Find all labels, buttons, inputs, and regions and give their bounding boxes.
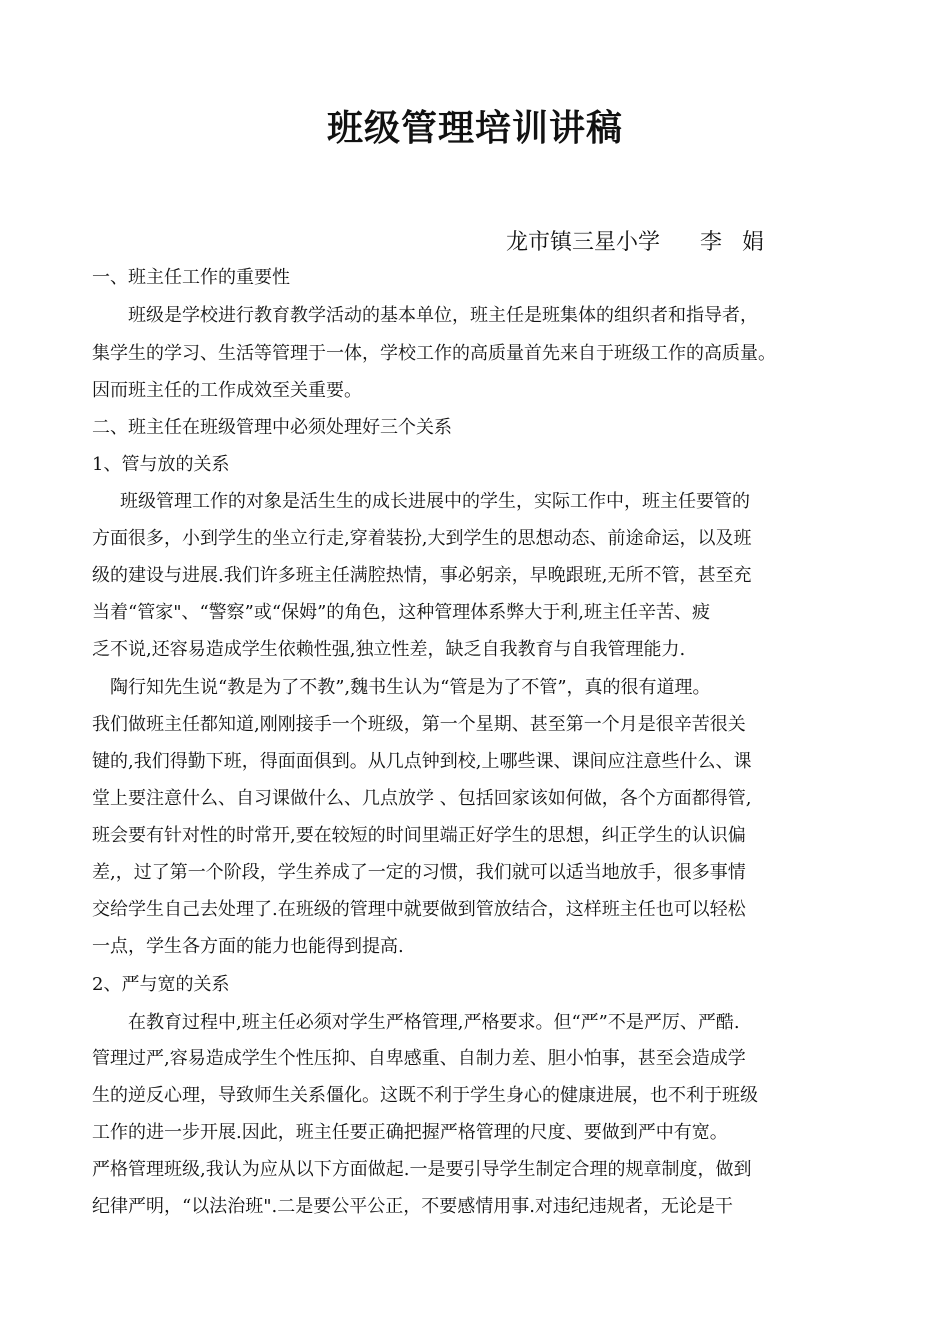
heading-2: 二、班主任在班级管理中必须处理好三个关系 xyxy=(92,417,452,438)
paragraph-line: 差,，过了第一个阶段，学生养成了一定的习惯，我们就可以适当地放手，很多事情 xyxy=(92,862,746,883)
paragraph-line: 键的,我们得勤下班，得面面俱到。从几点钟到校,上哪些课、课间应注意些什么、课 xyxy=(92,751,752,772)
paragraph-line: 级的建设与进展.我们许多班主任满腔热情，事必躬亲，早晚跟班,无所不管，甚至充 xyxy=(92,565,752,586)
document-title: 班级管理培训讲稿 xyxy=(326,108,623,149)
paragraph-line: 纪律严明，“以法治班".二是要公平公正，不要感情用事.对违纪违规者，无论是干 xyxy=(92,1196,733,1217)
paragraph-line: 班级管理工作的对象是活生生的成长进展中的学生，实际工作中，班主任要管的 xyxy=(120,491,750,512)
heading-1: 一、班主任工作的重要性 xyxy=(92,267,290,288)
paragraph-line: 集学生的学习、生活等管理于一体，学校工作的高质量首先来自于班级工作的高质量。 xyxy=(92,343,776,364)
paragraph-line: 方面很多，小到学生的坐立行走,穿着装扮,大到学生的思想动态、前途命运，以及班 xyxy=(92,528,752,549)
paragraph-line: 陶行知先生说“教是为了不教”,魏书生认为“管是为了不管”，真的很有道理。 xyxy=(110,677,711,698)
paragraph-line: 管理过严,容易造成学生个性压抑、自卑感重、自制力差、胆小怕事，甚至会造成学 xyxy=(92,1048,746,1069)
subheading-2: 2、严与宽的关系 xyxy=(92,974,230,995)
author-line xyxy=(478,200,784,281)
paragraph-line: 当着“管家"、“警察”或“保姆”的角色，这种管理体系弊大于利,班主任辛苦、疲 xyxy=(92,602,711,623)
paragraph-line: 因而班主任的工作成效至关重要。 xyxy=(92,380,362,401)
subheading-1: 1、管与放的关系 xyxy=(92,454,230,475)
paragraph-line: 一点，学生各方面的能力也能得到提高. xyxy=(92,936,404,957)
paragraph-line: 堂上要注意什么、自习课做什么、几点放学 、包括回家该如何做，各个方面都得管, xyxy=(92,788,752,809)
paragraph-line: 交给学生自己去处理了.在班级的管理中就要做到管放结合，这样班主任也可以轻松 xyxy=(92,899,746,920)
author-name: 李娟 xyxy=(700,230,785,255)
paragraph-line: 班会要有针对性的时常开,要在较短的时间里端正好学生的思想，纠正学生的认识偏 xyxy=(92,825,746,846)
paragraph-line: 乏不说,还容易造成学生依赖性强,独立性差，缺乏自我教育与自我管理能力. xyxy=(92,639,686,660)
paragraph-line: 严格管理班级,我认为应从以下方面做起.一是要引导学生制定合理的规章制度，做到 xyxy=(92,1159,752,1180)
paragraph-line: 我们做班主任都知道,刚刚接手一个班级，第一个星期、甚至第一个月是很辛苦很关 xyxy=(92,714,746,735)
paragraph-line: 在教育过程中,班主任必须对学生严格管理,严格要求。但“严”不是严厉、严酷. xyxy=(128,1012,740,1033)
paragraph-line: 工作的进一步开展.因此，班主任要正确把握严格管理的尺度、要做到严中有宽。 xyxy=(92,1122,728,1143)
paragraph-line: 班级是学校进行教育教学活动的基本单位，班主任是班集体的组织者和指导者， xyxy=(128,305,758,326)
author-school: 龙市镇三星小学 xyxy=(505,230,660,255)
paragraph-line: 生的逆反心理，导致师生关系僵化。这既不利于学生身心的健康进展，也不利于班级 xyxy=(92,1085,758,1106)
